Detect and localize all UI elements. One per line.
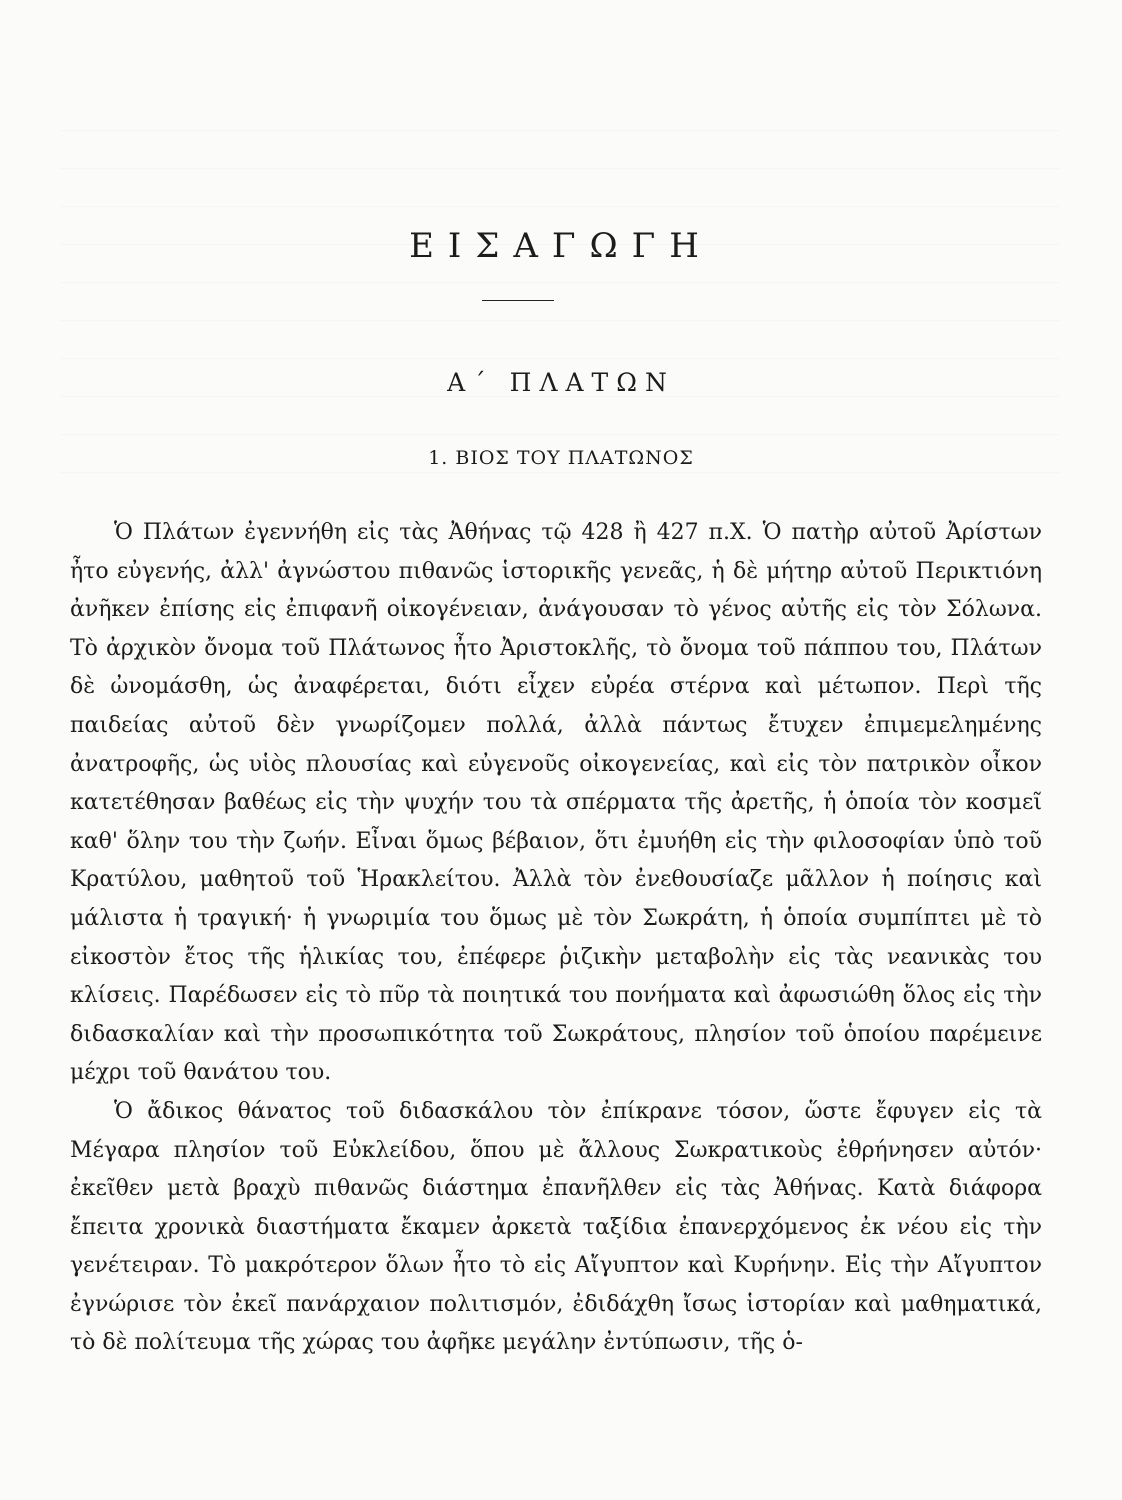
- bleed-through-line: [60, 168, 1060, 169]
- bleed-through-line: [60, 320, 1060, 321]
- subsection-title: 1. ΒΙΟΣ ΤΟΥ ΠΛΑΤΩΝΟΣ: [428, 447, 694, 469]
- paragraph: Ὁ ἄδικος θάνατος τοῦ διδασκάλου τὸν ἐπίκρανε τόσον, ὥστε ἔφυγεν εἰς τὰ Μέγαρα πλησίον τοῦ Εὐκλείδου, ὅπου μὲ ἄλλους Σωκρατικοὺς ἐθρήνησεν αὐτόν· ἐκεῖθεν μετὰ βραχὺ πιθανῶς διάστημα ἐπανῆλθεν εἰς τὰς Ἀθήνας. Κατὰ διάφορα ἔπειτα χρονικὰ διαστήματα ἔκαμεν ἀρκετὰ ταξίδια ἐπανερχόμενος ἐκ νέου εἰς τὴν γενέτειραν. Τὸ μακρότερον ὅλων ἦτο τὸ εἰς Αἴγυπτον καὶ Κυρήνην. Εἰς τὴν Αἴγυπτον ἐγνώρισε τὸν ἐκεῖ πανάρχαιον πολιτισμόν, ἐδιδάχθη ἴσως ἱστορίαν καὶ μαθηματικά, τὸ δὲ πολίτευμα τῆς χώρας του ἀφῆκε μεγάλην ἐντύπωσιν, τῆς ὁ-: [70, 1098, 1042, 1356]
- bleed-through-line: [60, 130, 1060, 131]
- bleed-through-line: [60, 434, 1060, 435]
- body-text: [70, 514, 1042, 1363]
- title-divider: [482, 300, 554, 301]
- section-title: Α΄ ΠΛΑΤΩΝ: [447, 368, 675, 397]
- paragraph: Ὁ Πλάτων ἐγεννήθη εἰς τὰς Ἀθήνας τῷ 428 ἢ 427 π.Χ. Ὁ πατὴρ αὐτοῦ Ἀρίστων ἦτο εὐγενής, ἀλλ' ἀγνώστου πιθανῶς ἱστορικῆς γενεᾶς, ἡ δὲ μήτηρ αὐτοῦ Περικτιόνη ἀνῆκεν ἐπίσης εἰς ἐπιφανῆ οἰκογένειαν, ἀνάγουσαν τὸ γένος αὐτῆς εἰς τὸν Σόλωνα. Τὸ ἀρχικὸν ὄνομα τοῦ Πλάτωνος ἦτο Ἀριστοκλῆς, τὸ ὄνομα τοῦ πάππου του, Πλάτων δὲ ὠνομάσθη, ὡς ἀναφέρεται, διότι εἶχεν εὐρέα στέρνα καὶ μέτωπον. Περὶ τῆς παιδείας αὐτοῦ δὲν γνωρίζομεν πολλά, ἀλλὰ πάντως ἔτυχεν ἐπιμεμελημένης ἀνατροφῆς, ὡς υἱὸς πλουσίας καὶ εὐγενοῦς οἰκογενείας, καὶ εἰς τὸν πατρικὸν οἶκον κατετέθησαν βαθέως εἰς τὴν ψυχήν του τὰ σπέρματα τῆς ἀρετῆς, ἡ ὁποία τὸν κοσμεῖ καθ' ὅλην του τὴν ζωήν. Εἶναι ὅμως βέβαιον, ὅτι ἐμυήθη εἰς τὴν φιλοσοφίαν ὑπὸ τοῦ Κρατύλου, μαθητοῦ τοῦ Ἡρακλείτου. Ἀλλὰ τὸν ἐνεθουσίαζε μᾶλλον ἡ ποίησις καὶ μάλιστα ἡ τραγική· ἡ γνωριμία του ὅμως μὲ τὸν Σωκράτη, ἡ ὁποία συμπίπτει μὲ τὸ εἰκοστὸν ἔτος τῆς ἡλικίας του, ἐπέφερε ῥιζικὴν μεταβολὴν εἰς τὰς νεανικὰς του κλίσεις. Παρέδωσεν εἰς τὸ πῦρ τὰ ποιητικά του πονήματα καὶ ἀφωσιώθη ὅλος εἰς τὴν διδασκαλίαν καὶ τὴν προσωπικότητα τοῦ Σωκράτους, πλησίον τοῦ ὁποίου παρέμεινε μέχρι τοῦ θανάτου του.: [70, 520, 1042, 1086]
- bleed-through-line: [60, 358, 1060, 359]
- bleed-through-line: [60, 282, 1060, 283]
- chapter-title: ΕΙΣΑΓΩΓΗ: [409, 226, 713, 266]
- bleed-through-line: [60, 206, 1060, 207]
